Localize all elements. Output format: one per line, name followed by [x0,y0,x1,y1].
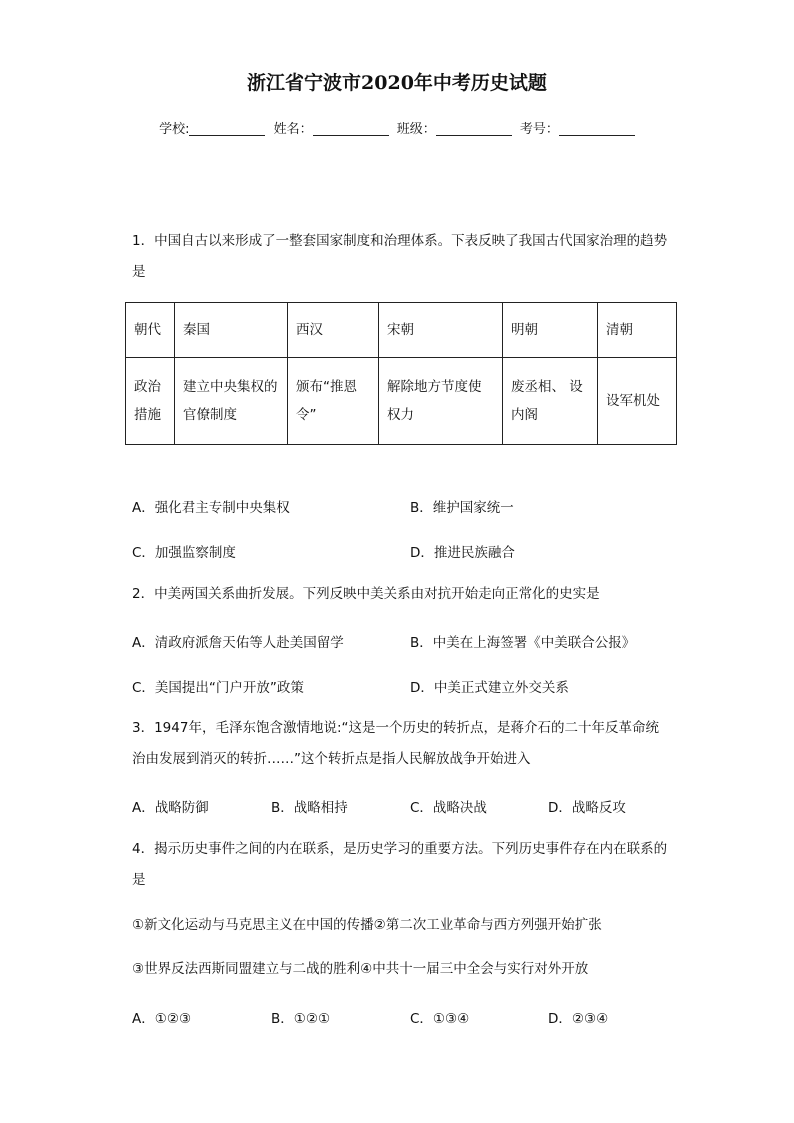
question-4-stem: 4．揭示历史事件之间的内在联系，是历史学习的重要方法。下列历史事件存在内在联系的是 [132,841,668,888]
question-4-line-1: ①新文化运动与马克思主义在中国的传播②第二次工业革命与西方列强开始扩张 [132,917,602,933]
option-a[interactable]: A．强化君主专制中央集权 [132,500,290,516]
table-row [126,358,677,445]
option-c[interactable]: C．①③④ [410,1011,470,1027]
option-d[interactable]: D．中美正式建立外交关系 [410,680,569,696]
question-4-line-2: ③世界反法西斯同盟建立与二战的胜利④中共十一届三中全会与实行对外开放 [132,961,589,977]
option-b[interactable]: B．战略相持 [271,800,348,816]
name-blank[interactable] [313,121,389,136]
table-cell: 西汉 [288,303,379,358]
class-label: 班级： [396,122,436,137]
question-3-stem: 3．1947年，毛泽东饱含激情地说:“这是一个历史的转折点，是蒋介石的二十年反革命统治由发展到消灭的转折……”这个转折点是指人民解放战争开始进入 [132,720,659,767]
table-cell: 清朝 [598,303,677,358]
question-1-stem: 1．中国自古以来形成了一整套国家制度和治理体系。下表反映了我国古代国家治理的趋势是 [132,233,668,280]
table-cell: 明朝 [503,303,598,358]
student-info-line [0,118,794,137]
option-d[interactable]: D．推进民族融合 [410,545,515,561]
name-label: 姓名： [273,122,313,137]
table-cell: 朝代 [126,303,175,358]
table-cell: 颁布“推恩令” [288,358,379,445]
option-a[interactable]: A．清政府派詹天佑等人赴美国留学 [132,635,344,651]
option-b[interactable]: B．中美在上海签署《中美联合公报》 [410,635,636,651]
table-row [126,303,677,358]
table-cell: 宋朝 [379,303,503,358]
option-d[interactable]: D．②③④ [548,1011,609,1027]
table-cell: 废丞相、 设内阁 [503,358,598,445]
table-cell: 解除地方节度使权力 [379,358,503,445]
exam-no-label: 考号： [519,122,559,137]
page-title: 浙江省宁波市2020年中考历史试题 [247,72,547,94]
school-blank[interactable] [189,121,265,136]
option-c[interactable]: C．加强监察制度 [132,545,236,561]
class-blank[interactable] [436,121,512,136]
option-c[interactable]: C．战略决战 [410,800,487,816]
table-cell: 秦国 [175,303,288,358]
exam-no-blank[interactable] [559,121,635,136]
option-b[interactable]: B．维护国家统一 [410,500,514,516]
option-d[interactable]: D．战略反攻 [548,800,626,816]
policy-table [125,302,677,445]
option-a[interactable]: A．战略防御 [132,800,209,816]
question-2-stem: 2．中美两国关系曲折发展。下列反映中美关系由对抗开始走向正常化的史实是 [132,586,600,602]
table-cell: 建立中央集权的官僚制度 [175,358,288,445]
option-b[interactable]: B．①②① [271,1011,331,1027]
option-a[interactable]: A．①②③ [132,1011,192,1027]
table-cell: 设军机处 [598,358,677,445]
table-cell: 政治措施 [126,358,175,445]
school-label: 学校: [159,122,190,137]
option-c[interactable]: C．美国提出“门户开放”政策 [132,680,304,696]
